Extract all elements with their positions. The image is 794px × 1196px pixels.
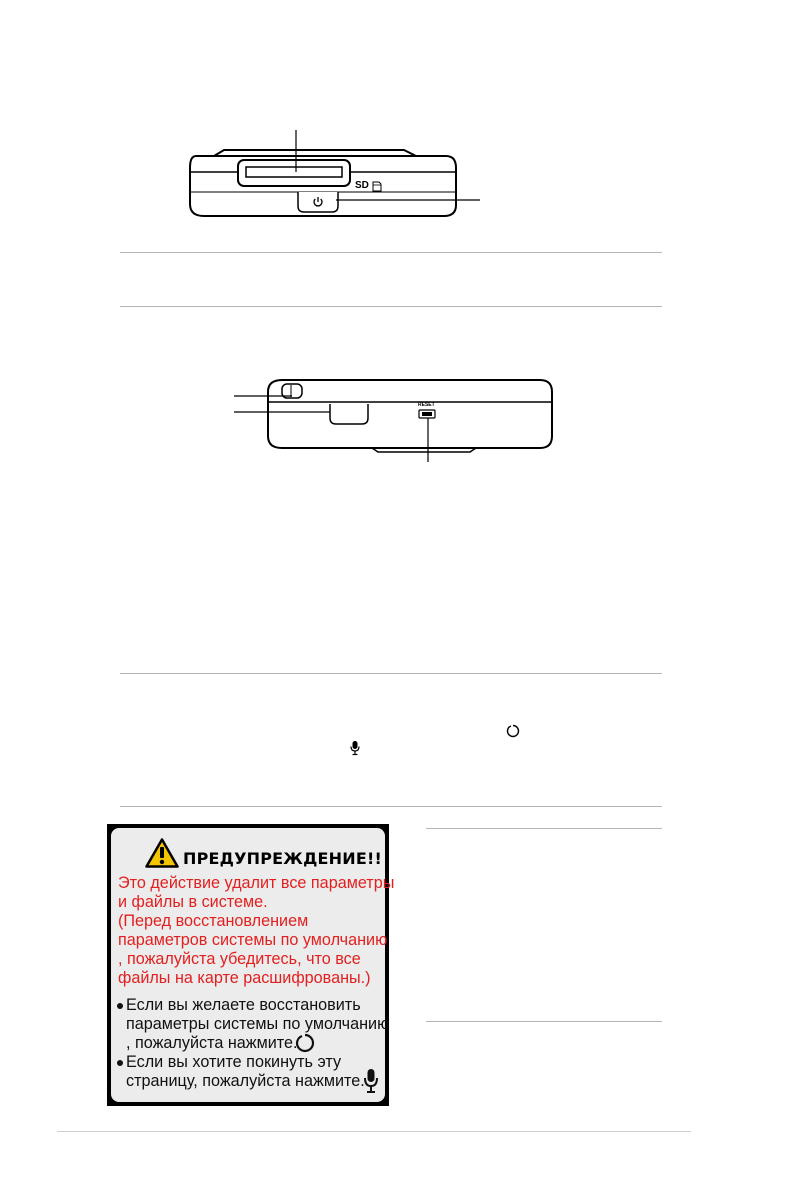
restore-circle-icon <box>506 724 520 738</box>
microphone-icon <box>349 740 361 756</box>
warning-panel <box>111 828 395 1102</box>
bullet-dot <box>117 1003 123 1009</box>
warning-text-line: Это действие удалит все параметры <box>118 874 395 892</box>
warning-text-line: , пожалуйста убедитесь, что все <box>118 950 361 968</box>
restore-instruction-line: Если вы желаете восстановить <box>126 996 361 1014</box>
exit-instruction-line: Если вы хотите покинуть эту <box>126 1053 342 1071</box>
warning-text-line: параметров системы по умолчанию <box>118 931 388 949</box>
page-footer-rule <box>57 1131 691 1132</box>
warning-text-line: файлы на карте расшифрованы.) <box>118 969 371 987</box>
restore-circle-icon[interactable] <box>295 1033 315 1053</box>
warning-triangle-icon <box>145 838 179 868</box>
warning-title: ПРЕДУПРЕЖДЕНИЕ!! <box>183 849 382 868</box>
microphone-icon[interactable] <box>363 1068 379 1094</box>
exit-instruction-line: страницу, пожалуйста нажмите. <box>126 1072 365 1090</box>
warning-text-line: (Перед восстановлением <box>118 912 309 930</box>
device-bottom-drawing <box>0 0 794 480</box>
rule-5 <box>426 828 662 829</box>
warning-screenshot <box>107 824 395 1106</box>
restore-instruction-line: параметры системы по умолчанию <box>126 1015 390 1033</box>
restore-instruction-line: , пожалуйста нажмите. <box>126 1034 298 1052</box>
reset-label: RESET <box>418 402 435 408</box>
rule-4 <box>120 806 662 807</box>
warning-text-line: и файлы в системе. <box>118 893 268 911</box>
rule-3 <box>120 673 662 674</box>
rule-6 <box>426 1021 662 1022</box>
sd-label: SD <box>355 180 369 191</box>
bullet-dot <box>117 1060 123 1066</box>
